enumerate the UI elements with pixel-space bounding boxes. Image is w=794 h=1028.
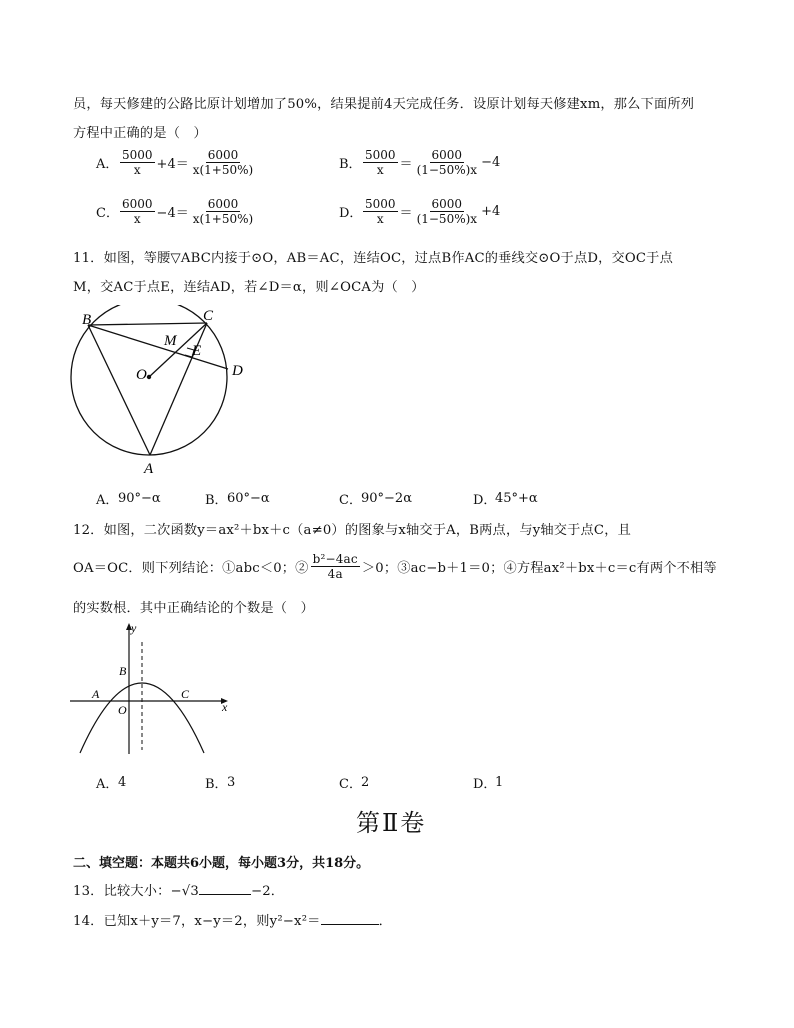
q14-suffix: ． [378,914,392,929]
option-label: C． [339,493,362,508]
fraction [120,148,155,177]
denominator: x [376,163,384,177]
denominator: x [133,212,141,226]
option-text: 1 [495,775,504,790]
fraction [415,197,480,226]
q10-line-2: 方程中正确的是（ ） [73,126,207,141]
denominator: 4a [327,567,343,581]
denominator: x [376,212,384,226]
option-label: A． [96,493,119,508]
option-label: C． [96,206,119,221]
option-text: 90°−2α [361,491,412,506]
operator: −4＝ [156,206,189,221]
q12-option-d [473,773,503,792]
label-b: B [82,312,92,328]
label-d: D [232,363,243,379]
q10-option-b [339,148,500,177]
numerator: 5000 [122,148,153,162]
q10-line-1: 员，每天修建的公路比原计划增加了50%，结果提前4天完成任务．设原计划每天修建xm，那么下面所列 [73,97,695,112]
q13-answer-blank[interactable] [199,882,251,895]
denominator: x(1+50%) [192,163,254,177]
option-label: C． [339,777,362,792]
q11-option-d [473,489,538,508]
q14-line [73,910,392,929]
q11-line-1: 11．如图，等腰▽ABC内接于⊙O，AB＝AC，连结OC，过点B作AC的垂线交⊙O于点D，交OC于点 [73,251,673,266]
numerator: b²−4ac [312,552,358,566]
option-label: B． [339,157,362,172]
q11-circle-figure [66,305,266,480]
label-m: M [164,333,177,349]
q13-prefix: 13．比较大小：−√3 [73,884,199,899]
q12-option-b [205,773,235,792]
option-text: 45°+α [495,491,538,506]
q11-line-2: M，交AC于点E，连结AD，若∠D＝α，则∠OCA为（ ） [73,280,425,295]
option-label: B． [205,493,228,508]
section-title: 第Ⅱ卷 [356,809,427,837]
q11-option-c [339,489,412,508]
label-a: A [144,461,154,477]
fraction [363,148,398,177]
q12-line-3: 的实数根．其中正确结论的个数是（ ） [73,601,314,616]
q12-line-2-part-2: ＞0；③ac−b＋1＝0；④方程ax²＋bx＋c＝c有两个不相等 [361,561,717,576]
label-c: C [181,687,190,701]
numerator: 6000 [207,197,239,211]
operator: ＝ [399,157,413,172]
operator: −4 [481,155,501,170]
fraction [363,197,398,226]
q12-line-2-part-1: OA＝OC．则下列结论：①abc＜0；② [73,561,309,576]
q12-line-1: 12．如图，二次函数y＝ax²＋bx＋c（a≠0）的图象与x轴交于A，B两点，与y轴交于点C，且 [73,523,631,538]
option-label: D． [339,206,363,221]
numerator: 6000 [207,148,239,162]
option-label: A． [96,157,119,172]
numerator: 6000 [122,197,153,211]
label-y: y [131,621,137,635]
fraction [120,197,155,226]
q10-option-d [339,197,500,226]
label-o: O [136,367,147,383]
denominator: x(1+50%) [192,212,254,226]
option-label: A． [96,777,119,792]
operator: ＝ [399,206,413,221]
option-text: 90°−α [118,491,161,506]
center-point [147,375,151,379]
denominator: (1−50%)x [416,163,478,177]
operator: +4＝ [156,157,189,172]
option-text: 2 [361,775,370,790]
label-b: B [119,664,127,678]
segment-bc [88,323,207,325]
q12-line-2 [73,552,717,581]
numerator: 6000 [431,148,463,162]
numerator: 5000 [365,197,396,211]
option-label: D． [473,777,497,792]
label-e: E [192,343,202,359]
denominator: x [133,163,141,177]
option-text: 60°−α [227,491,270,506]
q10-option-c [96,197,257,226]
q14-prefix: 14．已知x＋y＝7，x−y＝2，则y²−x²＝ [73,914,321,929]
q14-answer-blank[interactable] [321,912,379,925]
q13-line [73,880,284,899]
fraction [191,197,256,226]
q12-option-c [339,773,369,792]
q11-option-b [205,489,270,508]
label-x: x [222,700,228,714]
fraction [311,552,360,581]
option-label: B． [205,777,228,792]
label-a: A [92,687,100,701]
segment-bd [88,325,228,369]
option-label: D． [473,493,497,508]
option-text: 4 [118,775,127,790]
q12-option-a [96,773,126,792]
q11-option-a [96,489,161,508]
q10-option-a [96,148,257,177]
fraction [191,148,256,177]
numerator: 6000 [431,197,463,211]
numerator: 5000 [365,148,396,162]
fraction [415,148,480,177]
label-o: O [118,703,127,717]
option-text: 3 [227,775,236,790]
section-heading: 二、填空题：本题共6小题，每小题3分，共18分。 [73,856,370,871]
q12-parabola-figure [66,618,236,758]
q13-suffix: −2． [250,884,285,899]
operator: +4 [481,204,501,219]
denominator: (1−50%)x [416,212,478,226]
label-c: C [203,308,214,324]
